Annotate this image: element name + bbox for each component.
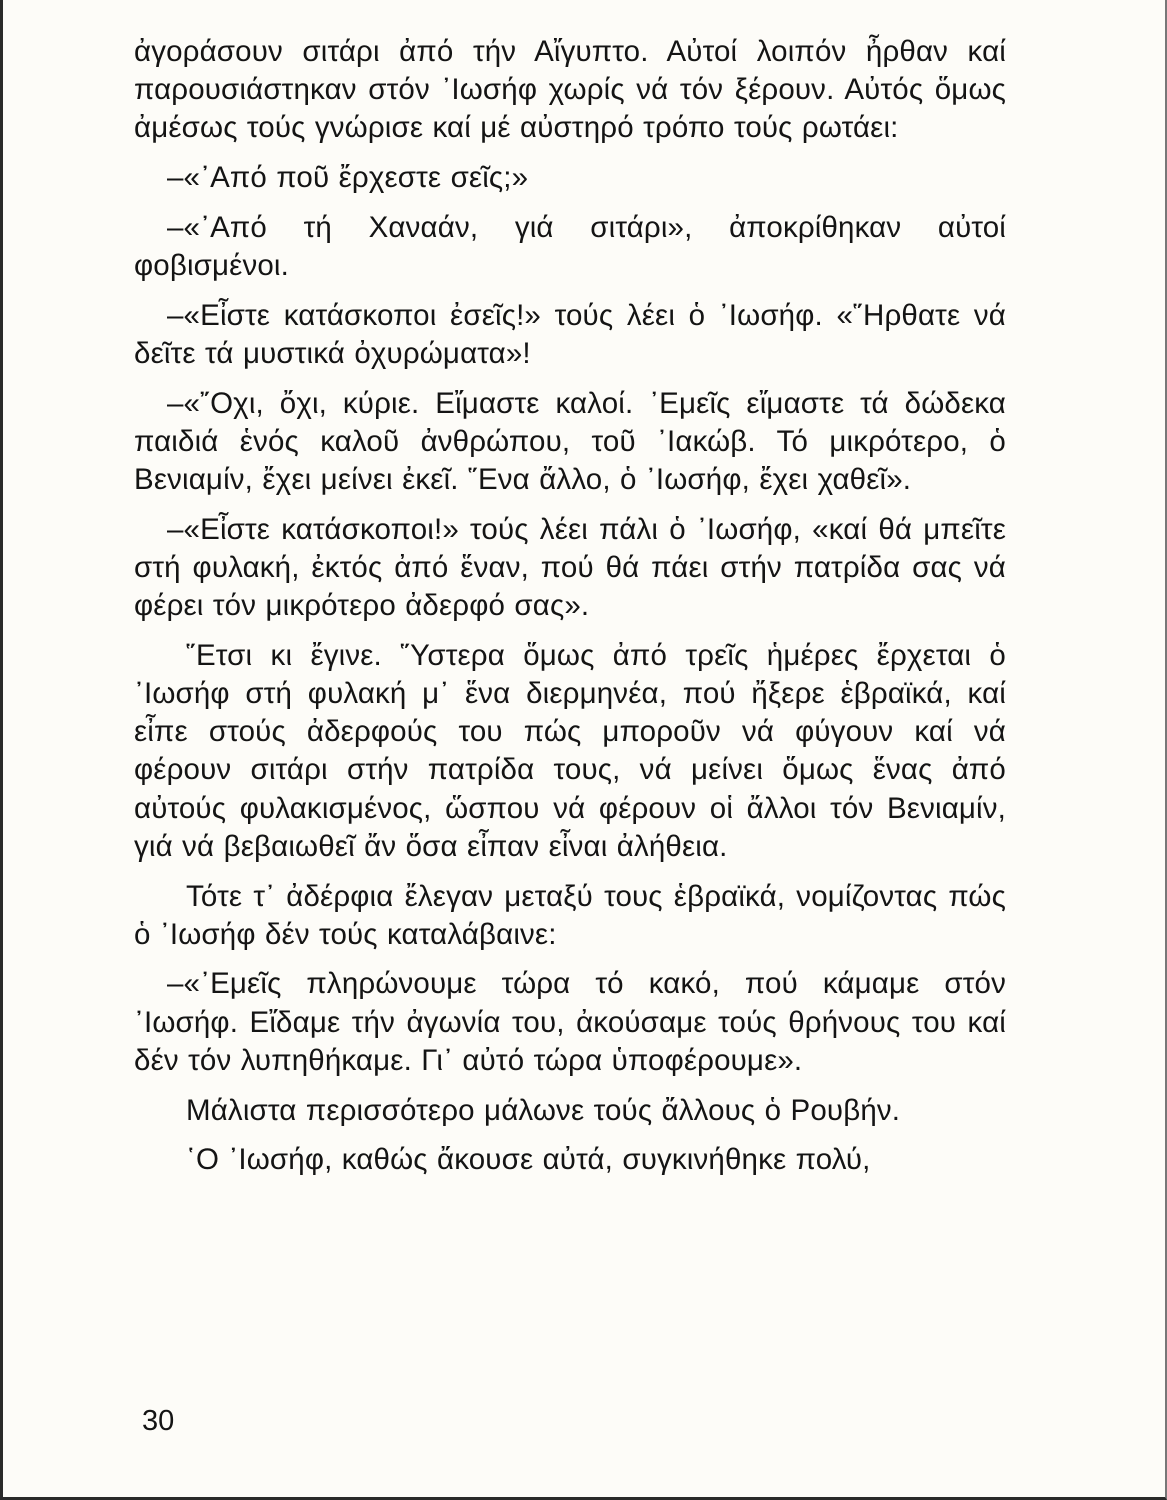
dialog-line-1: –«᾿Από ποῦ ἔρχεστε σεῖς;» <box>167 161 529 195</box>
paragraph-5: ῾Ο ᾿Ιωσήφ, καθώς ἄκουσε αὐτά, συγκινήθηκε πολύ, <box>186 1143 871 1177</box>
dialog-line-5: –«Εἶστε κατάσκοποι!» τούς λέει πάλι ὁ ᾿Ιωσήφ, «καί θά μπεῖτε στή φυλακή, ἐκτός ἀπό ἕναν, πού θά πάει στήν πατρίδα σας νά φέρει τόν μικρότερο ἀδερφό σας». <box>134 512 1006 623</box>
paragraph-2: ῞Ετσι κι ἔγινε. ῞Υστερα ὅμως ἀπό τρεῖς ἡμέρες ἔρχεται ὁ ᾿Ιωσήφ στή φυλακή μ᾿ ἕνα διερμηνέα, πού ἤξερε ἑβραϊκά, καί εἶπε στούς ἀδερφούς του πώς μποροῦν νά φύγουν καί νά φέρουν σιτάρι στήν πατρίδα τους, νά μείνει ὅμως ἕνας ἀπό αὐτούς φυλακισμένος, ὥσπου νά φέρουν οἱ ἄλλοι τόν Βενιαμίν, γιά νά βεβαιωθεῖ ἄν ὅσα εἶπαν εἶναι ἀλήθεια. <box>134 638 1006 863</box>
dialog-line-4: –«῎Οχι, ὄχι, κύριε. Εἴμαστε καλοί. ᾿Εμεῖς εἴμαστε τά δώδεκα παιδιά ἑνός καλοῦ ἀνθρώπου, τοῦ ᾿Ιακώβ. Τό μικρότερο, ὁ Βενιαμίν, ἔχει μείνει ἐκεῖ. ῞Ενα ἄλλο, ὁ ᾿Ιωσήφ, ἔχει χαθεῖ». <box>134 386 1006 497</box>
dialog-line-3: –«Εἶστε κατάσκοποι ἐσεῖς!» τούς λέει ὁ ᾿Ιωσήφ. «῞Ηρθατε νά δεῖτε τά μυστικά ὀχυρώματα»! <box>134 298 1006 370</box>
paragraph-3: Τότε τ᾿ ἀδέρφια ἔλεγαν μεταξύ τους ἑβραϊκά, νομίζοντας πώς ὁ ᾿Ιωσήφ δέν τούς καταλάβαινε: <box>134 879 1006 951</box>
paragraph-4: Μάλιστα περισσότερο μάλωνε τούς ἄλλους ὁ Ρουβήν. <box>186 1093 901 1127</box>
body-text <box>134 33 1006 1191</box>
paragraph-1: ἀγοράσουν σιτάρι ἀπό τήν Αἴγυπτο. Αὐτοί λοιπόν ἦρθαν καί παρουσιάστηκαν στόν ᾿Ιωσήφ χωρίς νά τόν ξέρουν. Αὐτός ὅμως ἀμέσως τούς γνώρισε καί μέ αὐστηρό τρόπο τούς ρωτάει: <box>134 35 1006 145</box>
dialog-line-2: –«᾿Από τή Χαναάν, γιά σιτάρι», ἀποκρίθηκαν αὐτοί φοβισμένοι. <box>134 210 1006 283</box>
page-number: 30 <box>142 1405 175 1437</box>
dialog-line-6: –«᾿Εμεῖς πληρώνουμε τώρα τό κακό, πού κάμαμε στόν ᾿Ιωσήφ. Εἴδαμε τήν ἀγωνία του, ἀκούσαμε τούς θρήνους του καί δέν τόν λυπηθήκαμε. Γι᾿ αὐτό τώρα ὑποφέρουμε». <box>134 967 1006 1077</box>
